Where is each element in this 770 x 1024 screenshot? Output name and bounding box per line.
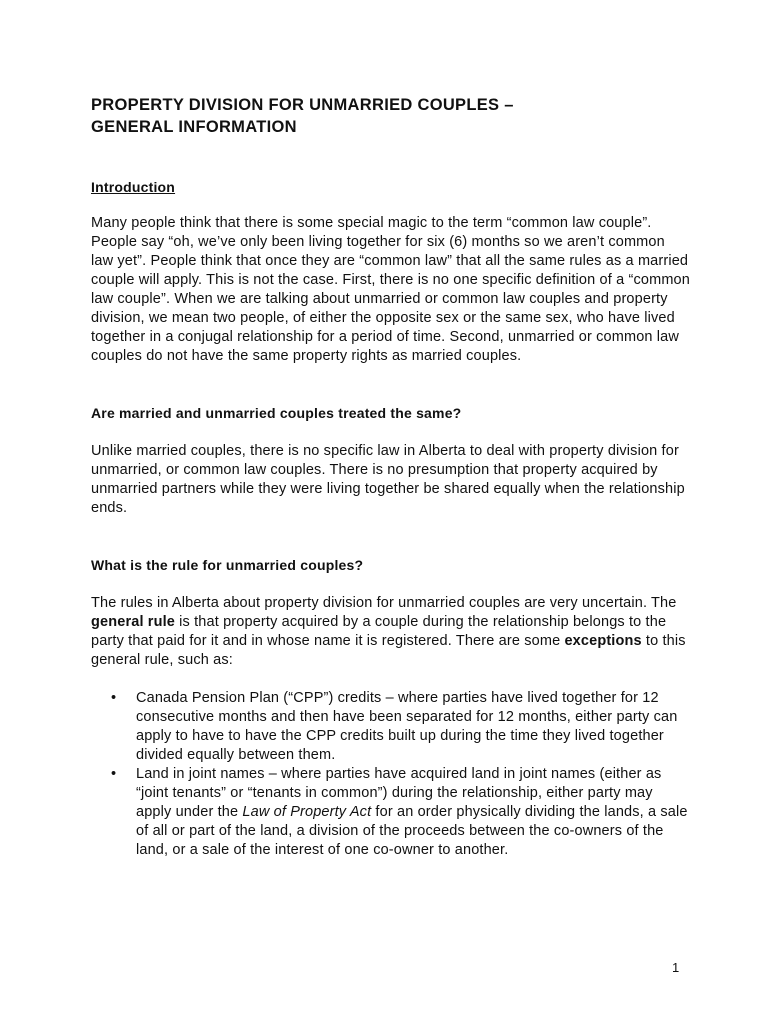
question-2-heading: What is the rule for unmarried couples? — [91, 557, 364, 573]
bullet-2-italic-act: Law of Property Act — [242, 804, 372, 820]
bullet-1-text: Canada Pension Plan (“CPP”) credits – where parties have lived together for 12 consecutive months and then have been separated for 12 months, either party can apply to have to have the CPP credits built up during the time they lived together divided equally between them. — [136, 690, 678, 763]
bullet-icon: • — [111, 690, 117, 706]
intro-heading: Introduction — [91, 179, 176, 195]
q2-text-c: to this general rule, such as: — [91, 633, 686, 668]
q2-text-b: is that property acquired by a couple during the relationship belongs to the party that paid for it and in whose name it is registered. There are some — [91, 614, 667, 649]
question-1-heading: Are married and unmarried couples treated the same? — [91, 405, 462, 421]
bullet-2-text-b: for an order physically dividing the lands, a sale of all or part of the land, a division of the proceeds between the co-owners of the land, or a sale of the interest of one co-owner to another. — [136, 804, 688, 858]
title-line-2: GENERAL INFORMATION — [91, 118, 297, 136]
bullet-icon: • — [111, 766, 117, 782]
list-item — [91, 765, 691, 860]
q2-text-a: The rules in Alberta about property division for unmarried couples are very uncertain. The — [91, 595, 677, 611]
intro-paragraph: Many people think that there is some special magic to the term “common law couple”. People say “oh, we’ve only been living together for six (6) months so we aren’t common law yet”. People think that once they are “common law” that all the same rules as a married couple will apply. This is not the case. First, there is no one specific definition of a “common law couple”. When we are talking about unmarried or common law couples and property division, we mean two people, of either the opposite sex or the same sex, who have lived together in a conjugal relationship for a period of time. Second, unmarried or common law couples do not have the same property rights as married couples. — [91, 215, 690, 364]
question-2-paragraph — [91, 594, 691, 670]
title-line-1: PROPERTY DIVISION FOR UNMARRIED COUPLES – — [91, 96, 514, 114]
q2-bold-exceptions: exceptions — [564, 633, 642, 649]
bullet-2-text-a: Land in joint names – where parties have acquired land in joint names (either as “joint tenants” or “tenants in common”) during the relationship, either party may apply under the — [136, 766, 662, 820]
document-page — [91, 94, 691, 860]
exceptions-list — [91, 689, 691, 860]
page-number: 1 — [672, 960, 680, 975]
document-title — [91, 94, 691, 138]
list-item — [91, 689, 691, 765]
q2-bold-general-rule: general rule — [91, 614, 175, 630]
question-1-paragraph: Unlike married couples, there is no specific law in Alberta to deal with property division for unmarried, or common law couples. There is no presumption that property acquired by unmarried partners while they were living together be shared equally when the relationship ends. — [91, 443, 685, 516]
